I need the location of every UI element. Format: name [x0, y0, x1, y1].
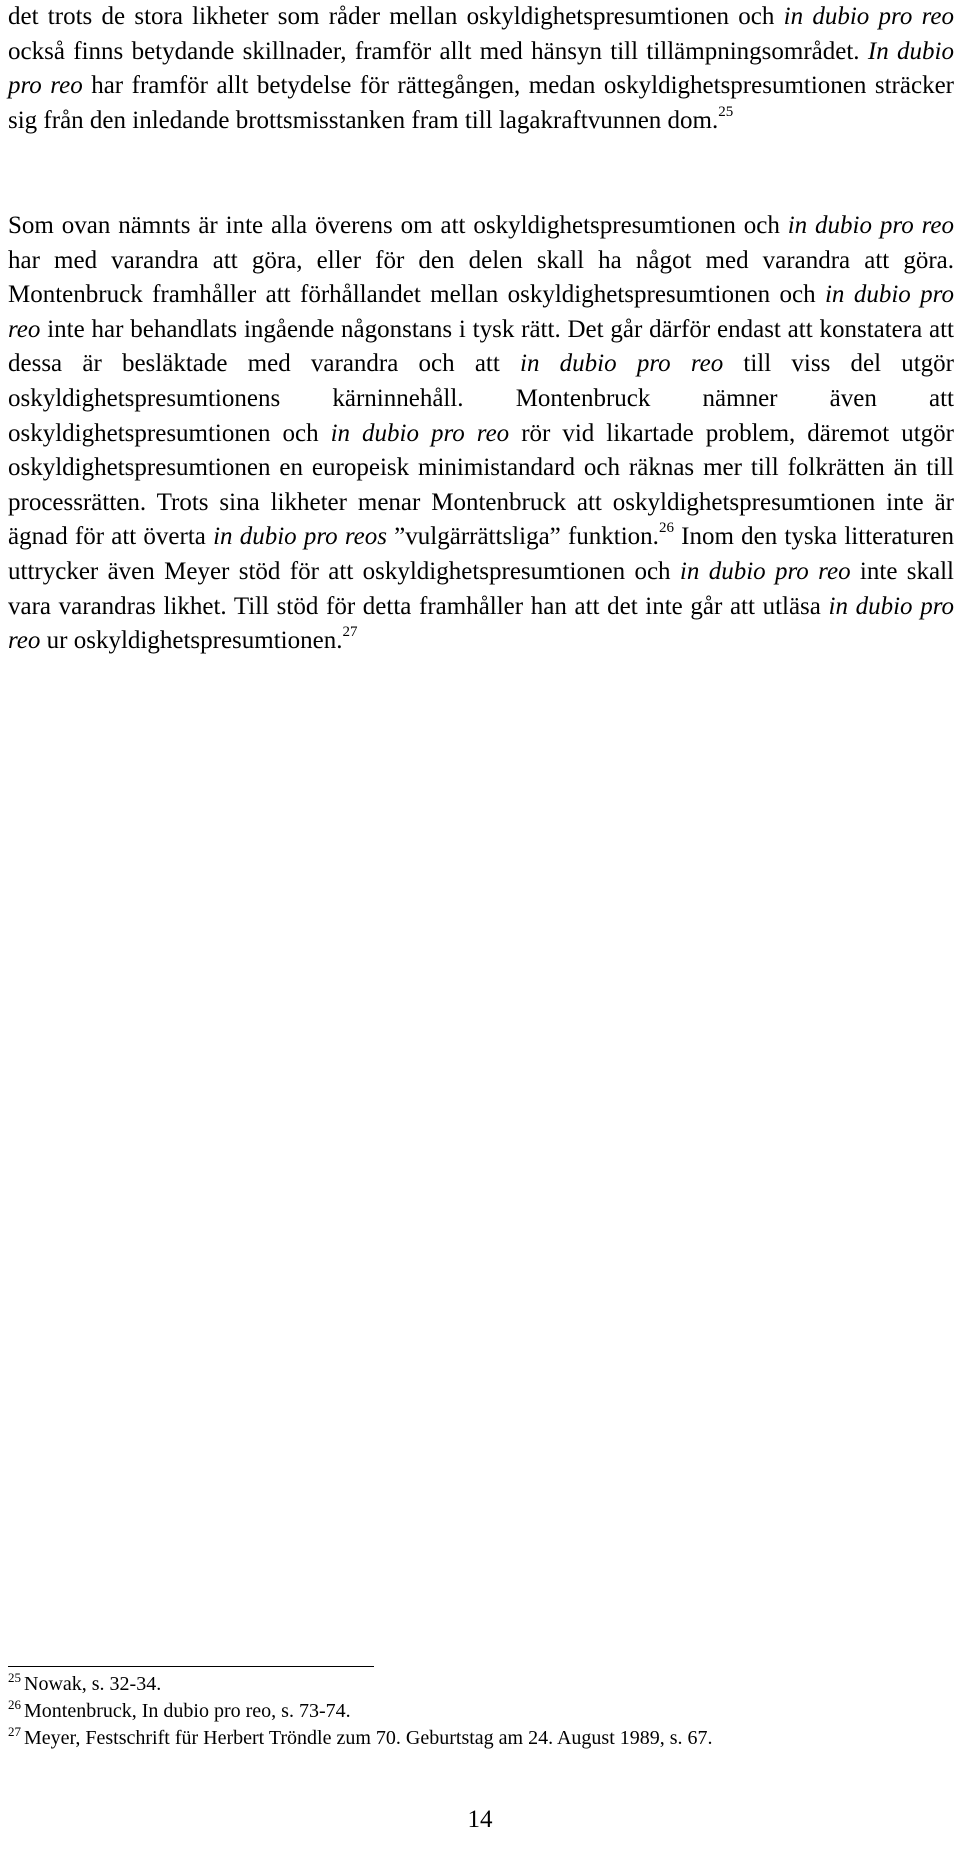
footnote-reference-27[interactable]: 27 — [342, 624, 358, 641]
footnote-item — [8, 1671, 954, 1698]
paragraph-text: rör vid likartade problem, däremot utgör oskyldighetspresumtionen en europeisk minimistandard och räknas mer till folkrätten än till processrätten. Trots sina likheter menar Montenbruck att oskyldighetspresumtionen inte är ägnad för att överta — [8, 419, 954, 551]
latin-phrase: in dubio pro reo — [783, 3, 954, 30]
paragraph-text: har med varandra att göra, eller för den delen skall ha något med varandra att göra. Montenbruck framhåller att förhållandet mellan oskyldighetspresumtionen och — [8, 246, 954, 309]
footnote-text: Meyer, Festschrift für Herbert Tröndle zum 70. Geburtstag am 24. August 1989, s. 67. — [24, 1727, 713, 1749]
footnote-divider — [8, 1666, 374, 1667]
page-number: 14 — [467, 1806, 493, 1833]
paragraph-text: också finns betydande skillnader, framför allt med hänsyn till tillämpningsområdet. — [8, 37, 868, 65]
footnote-reference-25[interactable]: 25 — [718, 103, 734, 120]
latin-phrase: In dubio pro reo — [8, 37, 954, 100]
body-paragraph-1 — [8, 0, 954, 138]
latin-phrase: in dubio pro reo — [787, 212, 954, 239]
footnote-item — [8, 1698, 954, 1725]
latin-phrase: in dubio pro reo — [520, 350, 724, 378]
paragraph-text: inte skall vara varandras likhet. Till stöd för detta framhåller han att det inte går att utläsa — [8, 557, 954, 620]
footnote-number: 27 — [8, 1724, 21, 1739]
footnote-list — [8, 1671, 954, 1752]
latin-phrase: in dubio pro reo — [8, 592, 954, 655]
paragraph-text: Inom den tyska litteraturen uttrycker även Meyer stöd för att oskyldighetspresumtionen och — [8, 523, 955, 585]
paragraph-text: har framför allt betydelse för rättegången, medan oskyldighetspresumtionen sträcker sig från den inledande brottsmisstanken fram till lagakraftvunnen dom. — [8, 72, 954, 134]
body-paragraph-2 — [8, 209, 954, 659]
latin-phrase: in dubio pro reo — [679, 557, 851, 585]
paragraph-text: ur oskyldighetspresumtionen. — [40, 627, 343, 655]
footnote-item — [8, 1725, 954, 1752]
footnote-number: 25 — [8, 1670, 21, 1685]
footnote-text: Montenbruck, In dubio pro reo, s. 73-74. — [24, 1700, 351, 1722]
footnote-text: Nowak, s. 32-34. — [24, 1673, 162, 1695]
footnote-number: 26 — [8, 1697, 21, 1712]
latin-phrase: in dubio pro reos — [213, 523, 387, 551]
paragraph-text: ”vulgärrättsliga” funktion. — [386, 523, 659, 551]
footnote-reference-26[interactable]: 26 — [658, 520, 674, 537]
paragraph-text: till viss del utgör oskyldighetspresumtionens kärninnehåll. Montenbruck nämner även att oskyldighetspresumtionen och — [8, 350, 955, 447]
latin-phrase: in dubio pro reo — [8, 281, 954, 343]
paragraph-text: inte har behandlats ingående någonstans i tysk rätt. Det går därför endast att konstatera att dessa är besläktade med varandra och att — [8, 315, 954, 378]
paragraph-text: det trots de stora likheter som råder mellan oskyldighetspresumtionen och — [8, 3, 784, 30]
latin-phrase: in dubio pro reo — [330, 419, 510, 447]
paragraph-text: Som ovan nämnts är inte alla överens om att oskyldighetspresumtionen och — [8, 212, 788, 239]
